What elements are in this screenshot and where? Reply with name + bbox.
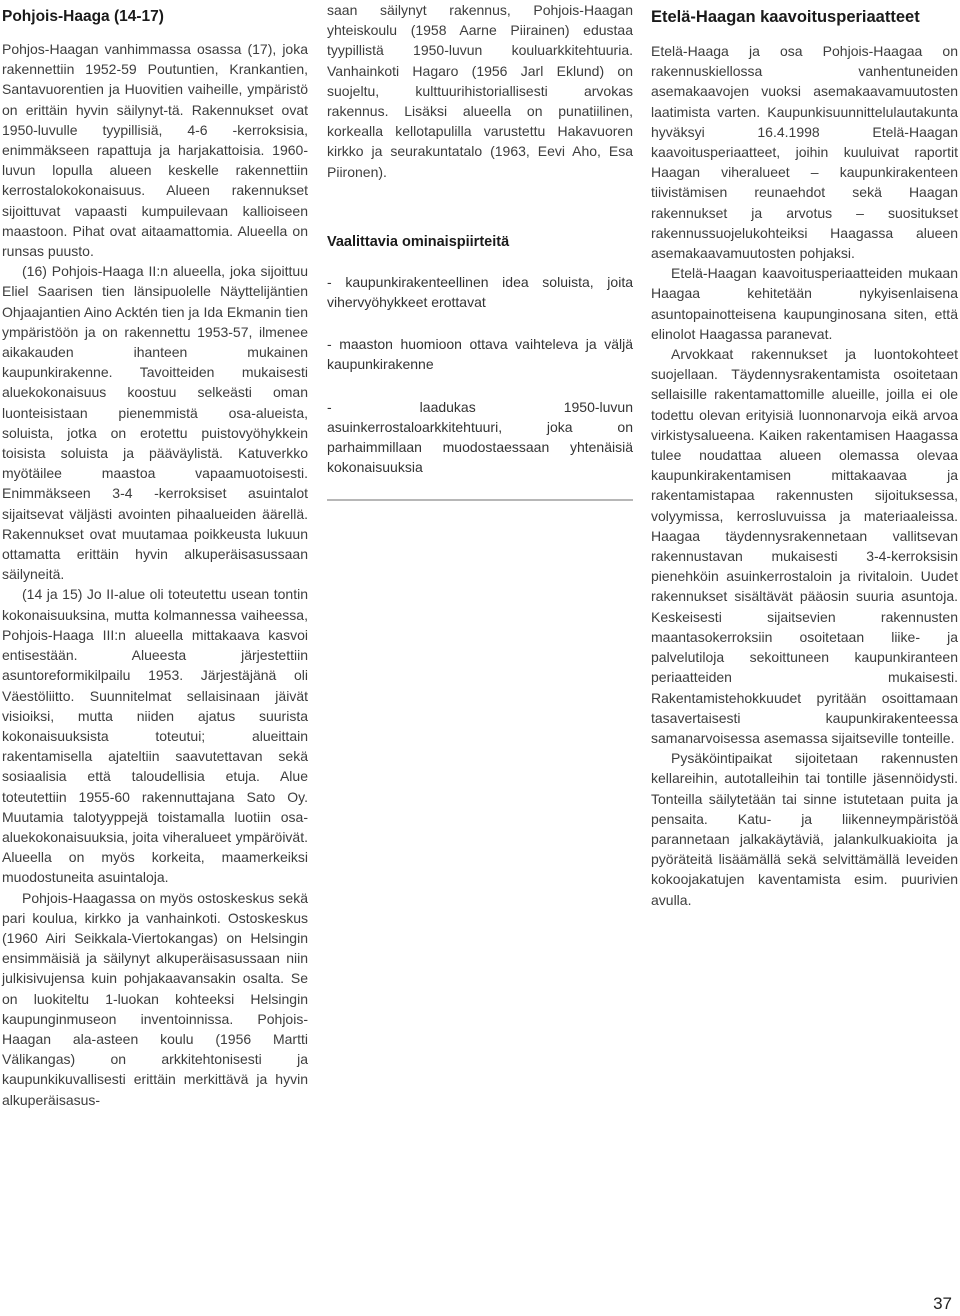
page-number: 37 [933,1294,952,1313]
feature-item: - laadukas 1950-luvun asuinkerrostaloarkkitehtuuri, joka on parhaimmillaan muodostaessaan yhtenäisiä kokonaisuuksia [327,398,633,476]
paragraph: Pohjois-Haagassa on myös ostoskeskus sekä pari koulua, kirkko ja vanhainkoti. Ostoskeskus (1960 Airi Seikkala-Viertokangas) on Helsingin ensimmäisiä ja säilynyt alkuperäisasussaan niin julkisivujensa kuin pohjakaavansakin osalta. Se on luokiteltu 1-luokan kohteeksi Helsingin kaupunginmuseon inventoinnissa. Pohjois-Haagan ala-asteen koulu (1956 Martti Välikangas) on arkkitehtonisesti ja kaupunkikuvallisesti erittäin merkittävä ja hyvin alkuperäisasus- [2,889,308,1108]
section-title: Etelä-Haagan kaavoitusperiaatteet [651,8,920,26]
column-right [651,0,958,910]
paragraph: saan säilynyt rakennus, Pohjois-Haagan yhteiskoulu (1958 Aarne Piirainen) edustaa tyypillistä 1950-luvun kouluarkkitehtuuria. Vanhainkoti Hagaro (1956 Jarl Eklund) on suojeltu, kulttuurihistoriallisesti arvokas rakennus. Lisäksi alueella on punatiilinen, korkealla kellotapulilla varustettu Hakavuoren kirkko ja seurakuntatalo (1963, Eevi Aho, Esa Piironen). [327,2,633,180]
paragraph: Etelä-Haagan kaavoitusperiaatteiden mukaan Haagaa kehitetään nykyisenlaisena asuntopainotteisena kaupunginosana siten, että elinolot Haagassa paranevat. [651,265,958,342]
column-middle [327,0,633,501]
feature-item: - maaston huomioon ottava vaihteleva ja väljä kaupunkirakenne [327,336,633,373]
features-box [327,232,633,502]
paragraph: (14 ja 15) Jo II-alue oli toteutettu usean tontin kokonaisuuksina, mutta kolmannessa vaiheessa, Pohjois-Haaga III:n alueella mittakaava kasvoi entisestään. Alueesta järjestettiin asuntoreformikilpailu 1953. Järjestäjänä oli Väestöliitto. Suunnitelmat sellaisinaan jäivät visioiksi, mutta niiden ajatus suurista kokonaisuuksista toteutui; alueittain rakentamisella ajateltiin saavutettavan sekä sosiaalisia että taloudellisia etuja. Alue toteutettiin 1955-60 rakennuttajana Sato Oy. Muutamia talotyyppejä toistamalla luotiin osa-aluekokonaisuuksia, joita viheralueet ympäröivät. Alueella on myös korkeita, maamerkeiksi muodostuneita asuintaloja. [2,586,308,886]
paragraph: Arvokkaat rakennukset ja luontokohteet suojellaan. Täydennysrakentamista osoitetaan sellaisille rakentamattomille alueille, joilla ei ole todettu olevan erityisiä luonnonarvoja eikä arvoa virkistysalueena. Kaiken rakentamisen Haagassa tulee noudattaa alueen olemassa olevaa kaupunkirakentamisen mittakaavaa ja rakentamistapaa rakennusten sijoituksessa, volyymissa, kerrosluvuissa ja materiaaleissa. Haagaa täydennysrakennetaan vallitsevan rakennustavan mukaisesti 3-4-kerroksisin pienehköin asuinkerrostaloin ja rivitaloin. Uudet rakennukset sisältävät pääosin suuria asuntoja. Keskeisesti sijaitsevien rakennusten maantasokerroksiin osoitetaan liike- ja palvelutiloja sekoittuneen kaupunkiranteen periaatteiden mukaisesti. Rakentamistehokkuudet pyritään osoittamaan tasavertaisesti kaupunkirakenteessa samanarvoisessa asemassa sijaitseville tonteille. [651,346,958,746]
section-title: Pohjois-Haaga (14-17) [2,8,164,25]
paragraph: (16) Pohjois-Haaga II:n alueella, joka sijoittuu Eliel Saarisen tien länsipuolelle Näyttelijäntien Ohjaajantien Aino Acktén tien ja Ida Ekmanin tien ympäristöön ja on rakennettu 1953-57, ilmenee aikakauden ihanteen mukainen kaupunkirakenne. Tavoitteiden mukaisesti aluekokonaisuus koostuu selkeästi oman luonteisistaan pienemmistä osa-alueista, soluista, jotka on erotettu puistovyöhykkein toisista soluista ja pääväylistä. Katuverkko myötäilee maastoa vapaamuotoisesti. Enimmäkseen 3-4 -kerroksiset asuintalot sijaitsevat väljästi avointen pihaalueiden äärellä. Rakennukset ovat muutamaa poikkeusta lukuun ottamatta erittäin hyvin alkuperäisasussaan säilyneitä. [2,263,308,583]
column-left [2,0,308,1110]
paragraph: Pysäköintipaikat sijoitetaan rakennusten kellareihin, autotalleihin tai tontille jäsennöidysti. Tonteilla säilytetään tai sinne istutetaan puita ja pensaita. Katu- ja liikenneympäristöä parannetaan jalkakäytäviä, jalankulkuakioita ja pyöräteitä lisäämällä sekä selvittämällä leveiden kokoojakatujen kaventamista esim. puurivien avulla. [651,750,958,908]
divider-rule [327,499,633,501]
features-title: Vaalittavia ominaispiirteitä [327,233,510,250]
paragraph: Etelä-Haaga ja osa Pohjois-Haagaa on rakennuskiellossa vanhentuneiden asemakaavojen vuoksi asemakaavamuutosten laatimista varten. Kaupunkisuunnittelulautakunta hyväksyi 16.4.1998 Etelä-Haagan kaavoitusperiaatteet, joihin kuuluivat raportit Haagan viheralueet – kaupunkirakenteen tiivistämisen reunaehdot sekä Haagan rakennukset ja arvotus – suositukset rakennussuojelukohteiksi Haagassa alueen asemakaavamuutosten pohjaksi. [651,43,958,262]
paragraph: Pohjos-Haagan vanhimmassa osassa (17), joka rakennettiin 1952-59 Poutuntien, Krankantien, Santavuorentien ja Huovitien vaiheille, ympäristö on erittäin hyvin säilynyt-tä. Rakennukset ovat 1950-luvulle tyypillisiä, 4-6 -kerroksisia, enimmäkseen rapattuja ja harjakattoisia. 1960-luvun lopulla alueen keskelle rakennettiin kerrostalokokonaisuus. Alueen rakennukset sijoittuvat vapaasti kumpuilevaan kallioiseen maastoon. Pihat ovat aitaamattomia. Alueella on runsas puusto. [2,41,308,260]
feature-item: - kaupunkirakenteellinen idea soluista, joita vihervyöhykkeet erottavat [327,273,633,311]
